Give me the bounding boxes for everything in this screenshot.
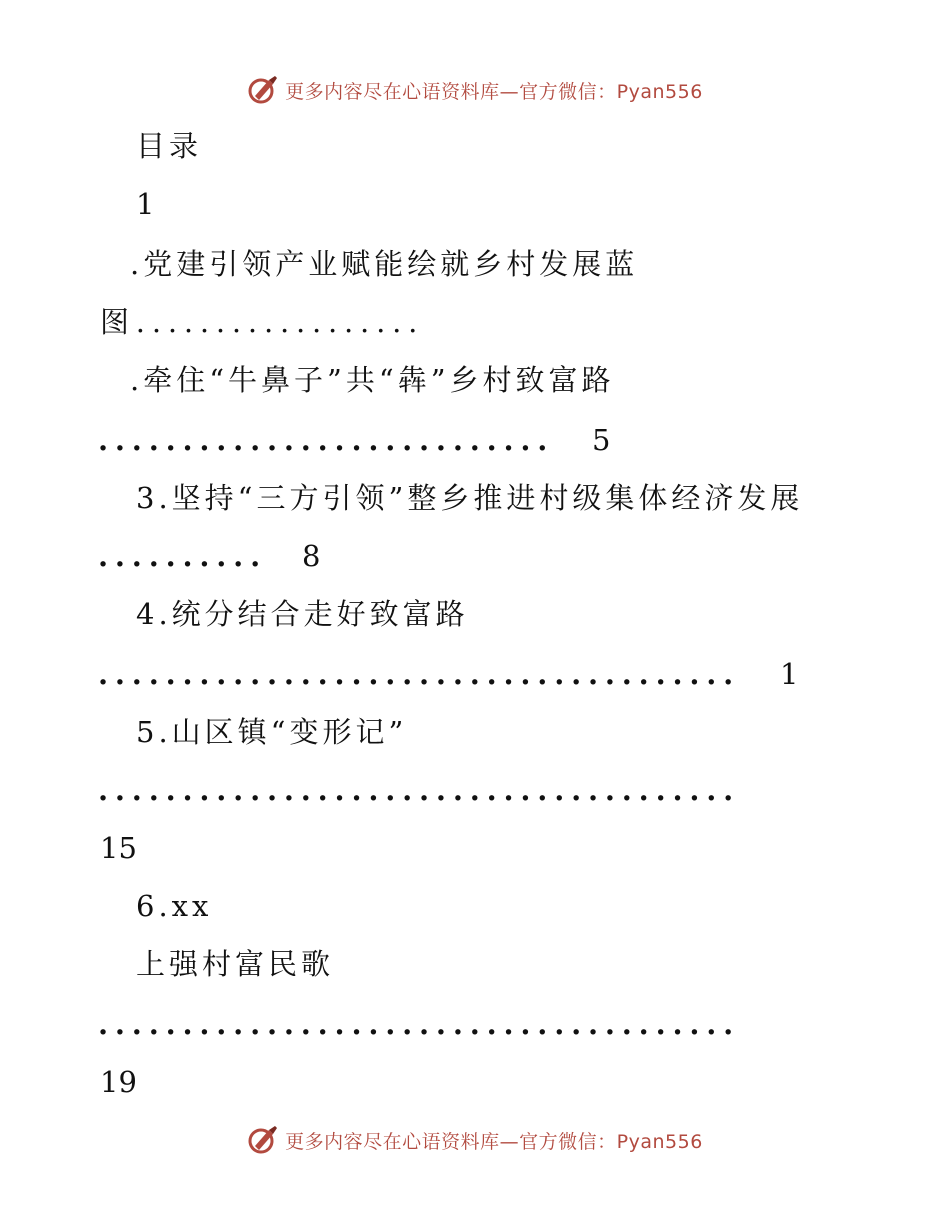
pen-logo-icon: [247, 1124, 279, 1156]
toc-item-5-page: 15: [100, 831, 137, 865]
toc-item-2-title[interactable]: .牵住“牛鼻子”共“犇”乡村致富路: [130, 363, 615, 397]
toc-item-4-leader: ......................................: [98, 657, 741, 691]
toc-item-6-page: 19: [100, 1065, 137, 1099]
header-watermark: [0, 70, 950, 110]
footer-watermark: [0, 1120, 950, 1160]
toc-heading: 目录: [136, 129, 203, 163]
toc-item-3-page: 8: [302, 539, 321, 573]
toc-item-6-title[interactable]: 上强村富民歌: [136, 947, 335, 981]
toc-item-4-page: 1: [780, 657, 799, 691]
toc-item-1-title[interactable]: .党建引领产业赋能绘就乡村发展蓝: [130, 247, 639, 281]
toc-item-5-leader: ......................................: [98, 773, 741, 807]
toc-item-4-title[interactable]: 4.统分结合走好致富路: [136, 597, 469, 631]
watermark-text: 更多内容尽在心语资料库—官方微信：Pyan556: [285, 1130, 703, 1153]
toc-item-5-title[interactable]: 5.山区镇“变形记”: [136, 715, 408, 749]
toc-item-6-number: 6.xx: [136, 889, 213, 923]
toc-item-3-leader: ..........: [98, 539, 267, 573]
pen-logo-icon: [247, 74, 279, 106]
watermark-text: 更多内容尽在心语资料库—官方微信：Pyan556: [285, 80, 703, 103]
toc-item-2-page: 5: [592, 423, 611, 457]
toc-item-2-leader: ...........................: [98, 423, 555, 457]
toc-item-3-title[interactable]: 3.坚持“三方引领”整乡推进村级集体经济发展: [136, 481, 804, 515]
toc-item-1-continuation[interactable]: 图..................: [100, 305, 425, 339]
toc-item-6-leader: ......................................: [98, 1007, 741, 1041]
toc-item-1-number: 1: [136, 187, 159, 221]
